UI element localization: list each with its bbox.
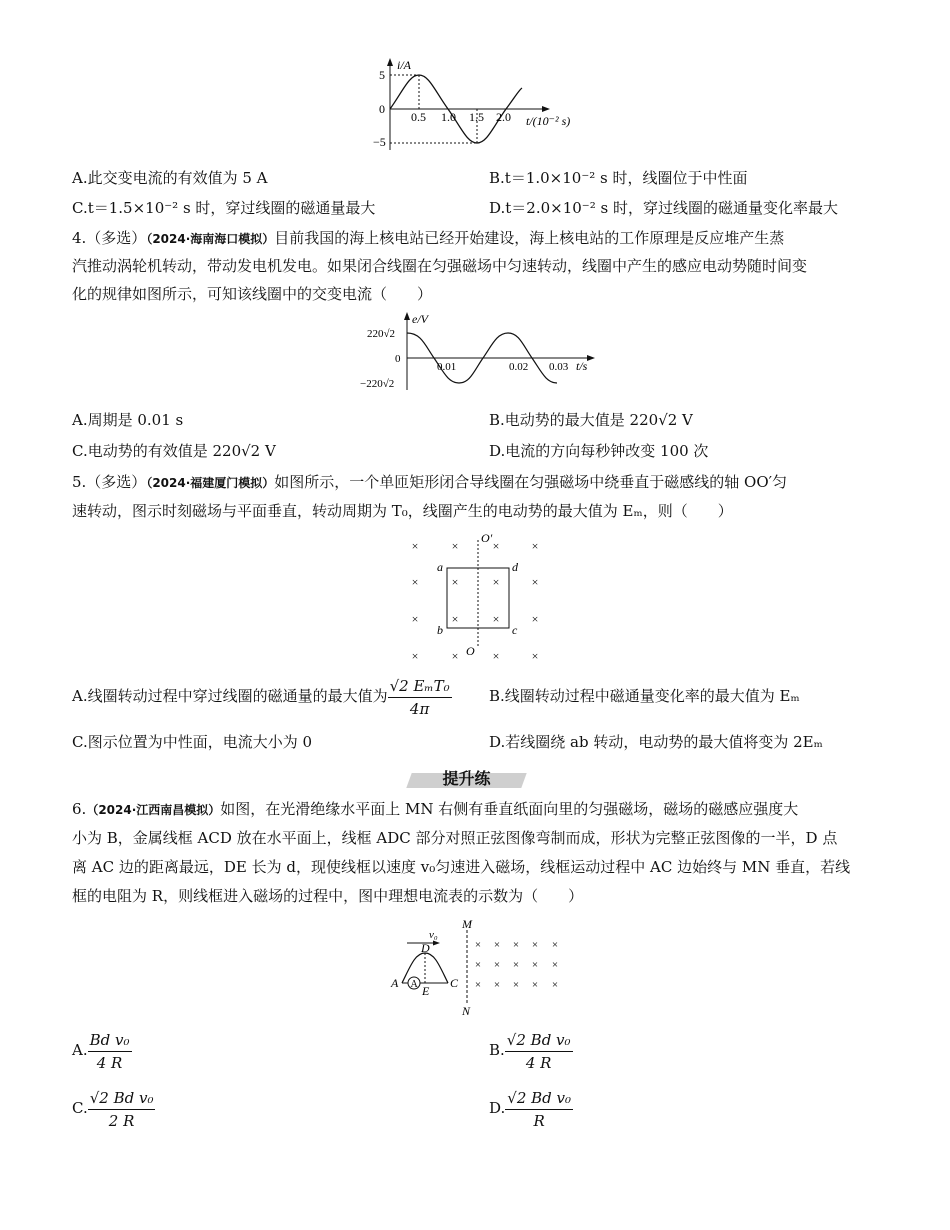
cross: × — [411, 539, 419, 553]
fraction — [88, 1029, 132, 1074]
cross: × — [411, 612, 419, 626]
q3-option-c[interactable]: C.t＝1.5×10⁻² s 时，穿过线圈的磁通量最大 — [72, 199, 376, 217]
q5-option-a-text: A.线圈转动过程中穿过线圈的磁通量的最大值为 — [72, 687, 388, 705]
cross: × — [493, 979, 501, 991]
fraction-denominator: 2 R — [108, 1111, 135, 1130]
ytick-pos: 5 — [379, 68, 385, 82]
xtick-4: 2.0 — [496, 110, 511, 124]
cross: × — [531, 939, 539, 951]
q4-source: （2024·海南海口模拟） — [146, 232, 275, 246]
ytick-zero: 0 — [395, 353, 401, 365]
cross: × — [531, 979, 539, 991]
cross: × — [531, 649, 539, 663]
ammeter-icon: A — [410, 979, 418, 990]
xlabel: t/s — [576, 359, 588, 373]
q5-number: 5.（多选） — [72, 473, 147, 491]
cross: × — [451, 575, 459, 589]
cross: × — [411, 649, 419, 663]
xtick-1: 0.5 — [411, 110, 426, 124]
option-label: A. — [72, 1041, 88, 1059]
section-title — [409, 767, 524, 791]
cross: × — [512, 979, 520, 991]
ytick-neg: −220√2 — [360, 378, 395, 390]
q6-stem-line1 — [72, 799, 882, 820]
label-m: M — [462, 917, 472, 931]
cross: × — [551, 959, 559, 971]
q6-option-a[interactable] — [72, 1026, 132, 1074]
q5-stem-line1 — [72, 472, 882, 493]
label-o-top: O′ — [481, 531, 493, 545]
xtick-3: 0.03 — [549, 361, 569, 373]
cross: × — [531, 612, 539, 626]
option-label: C. — [72, 1099, 88, 1117]
cross: × — [551, 979, 559, 991]
cross: × — [531, 539, 539, 553]
q5-source: （2024·福建厦门模拟） — [146, 476, 275, 490]
fraction-denominator: R — [533, 1111, 545, 1130]
fraction-numerator: Bd v₀ — [88, 1029, 132, 1052]
cross: × — [411, 575, 419, 589]
xtick-2: 0.02 — [509, 361, 529, 373]
q4-option-a[interactable]: A.周期是 0.01 s — [72, 411, 184, 429]
fraction-denominator: 4 R — [525, 1053, 552, 1072]
q5-text1: 如图所示，一个单匝矩形闭合导线圈在匀强磁场中绕垂直于磁感线的轴 OO′匀 — [274, 473, 788, 491]
q4-stem-line1 — [72, 228, 882, 249]
label-d: D — [421, 941, 430, 955]
ytick-neg: −5 — [373, 135, 386, 149]
fraction-numerator: √2 Bd v₀ — [505, 1029, 573, 1052]
q4-option-c[interactable]: C.电动势的有效值是 220√2 V — [72, 442, 276, 460]
cross: × — [493, 939, 501, 951]
xlabel: t/(10⁻² s) — [526, 114, 571, 128]
ytick-pos: 220√2 — [367, 328, 396, 340]
q6-stem-line2: 小为 B，金属线框 ACD 放在水平面上，线框 ADC 部分对照正弦图像弯制而成，形状为完整正弦图像的一半，D 点 — [72, 829, 838, 847]
label-a: A — [391, 976, 399, 990]
section-title-text: 提升练 — [442, 769, 491, 788]
q4-stem-line3: 化的规律如图所示，可知该线圈中的交变电流（ ） — [72, 285, 433, 303]
q6-stem-line3: 离 AC 边的距离最远，DE 长为 d，现使线框以速度 v₀匀速进入磁场，线框运动过程中 AC 边始终与 MN 垂直，若线 — [72, 858, 851, 876]
q5-option-b[interactable]: B.线圈转动过程中磁通量变化率的最大值为 Eₘ — [489, 687, 800, 705]
cross: × — [474, 939, 482, 951]
cross: × — [474, 979, 482, 991]
q4-option-d[interactable]: D.电流的方向每秒钟改变 100 次 — [489, 442, 709, 460]
label-e: E — [422, 984, 430, 998]
frame-entering-field-figure — [385, 915, 570, 1020]
label-a: a — [437, 560, 443, 574]
xtick-3: 1.5 — [469, 110, 484, 124]
q6-text1: 如图，在光滑绝缘水平面上 MN 右侧有垂直纸面向里的匀强磁场，磁场的磁感应强度大 — [220, 800, 799, 818]
label-b: b — [437, 623, 443, 637]
label-c: C — [450, 976, 459, 990]
label-n: N — [462, 1004, 471, 1018]
label-o-bottom: O — [466, 644, 475, 658]
emf-time-graph — [355, 310, 600, 395]
current-time-graph — [365, 55, 590, 155]
cross: × — [512, 959, 520, 971]
q5-option-c[interactable]: C.图示位置为中性面，电流大小为 0 — [72, 733, 313, 751]
option-label: B. — [489, 1041, 505, 1059]
cross: × — [492, 539, 500, 553]
cross: × — [551, 939, 559, 951]
q5-stem-line2: 速转动，图示时刻磁场与平面垂直，转动周期为 T₀，线圈产生的电动势的最大值为 Eₘ，则（ ） — [72, 502, 733, 520]
q6-option-c[interactable] — [72, 1084, 155, 1132]
cross: × — [492, 575, 500, 589]
q6-source: （2024·江西南昌模拟） — [86, 803, 221, 817]
q5-option-a-fraction — [388, 675, 452, 720]
cross: × — [451, 649, 459, 663]
cross: × — [512, 939, 520, 951]
q5-option-d[interactable]: D.若线圈绕 ab 转动，电动势的最大值将变为 2Eₘ — [489, 733, 823, 751]
fraction-numerator: √2 EₘT₀ — [388, 675, 452, 698]
fraction-numerator: √2 Bd v₀ — [505, 1087, 573, 1110]
ytick-zero: 0 — [379, 102, 385, 116]
fraction — [88, 1087, 156, 1132]
fraction-numerator: √2 Bd v₀ — [88, 1087, 156, 1110]
cross: × — [492, 649, 500, 663]
q3-option-a[interactable]: A.此交变电流的有效值为 5 A — [72, 169, 268, 187]
xtick-1: 0.01 — [437, 361, 457, 373]
ylabel: e/V — [412, 312, 428, 326]
q6-option-d[interactable] — [489, 1084, 573, 1132]
q6-stem-line4: 框的电阻为 R，则线框进入磁场的过程中，图中理想电流表的示数为（ ） — [72, 887, 584, 905]
q6-number: 6. — [72, 800, 87, 818]
q5-option-a[interactable] — [72, 672, 452, 720]
q4-text1: 目前我国的海上核电站已经开始建设，海上核电站的工作原理是反应堆产生蒸 — [274, 229, 785, 247]
option-label: D. — [489, 1099, 506, 1117]
label-c: c — [512, 623, 518, 637]
coil-in-field-figure — [400, 528, 555, 668]
q4-stem-line2: 汽推动涡轮机转动，带动发电机发电。如果闭合线圈在匀强磁场中匀速转动，线圈中产生的感应电动势随时间变 — [72, 257, 808, 275]
fraction — [505, 1087, 573, 1132]
cross: × — [492, 612, 500, 626]
cross: × — [531, 959, 539, 971]
cross: × — [493, 959, 501, 971]
cross: × — [474, 959, 482, 971]
fraction-denominator: 4 R — [96, 1053, 123, 1072]
q3-option-d[interactable]: D.t＝2.0×10⁻² s 时，穿过线圈的磁通量变化率最大 — [489, 199, 838, 217]
q4-number: 4.（多选） — [72, 229, 147, 247]
q4-option-b[interactable]: B.电动势的最大值是 220√2 V — [489, 411, 693, 429]
q6-option-b[interactable] — [489, 1026, 573, 1074]
cross: × — [531, 575, 539, 589]
cross: × — [451, 539, 459, 553]
xtick-2: 1.0 — [441, 110, 456, 124]
cross: × — [451, 612, 459, 626]
ylabel: i/A — [397, 58, 411, 72]
fraction — [505, 1029, 573, 1074]
label-d: d — [512, 560, 518, 574]
fraction-denominator: 4π — [409, 699, 430, 718]
q3-option-b[interactable]: B.t＝1.0×10⁻² s 时，线圈位于中性面 — [489, 169, 748, 187]
label-v0: v₀ — [429, 929, 438, 941]
